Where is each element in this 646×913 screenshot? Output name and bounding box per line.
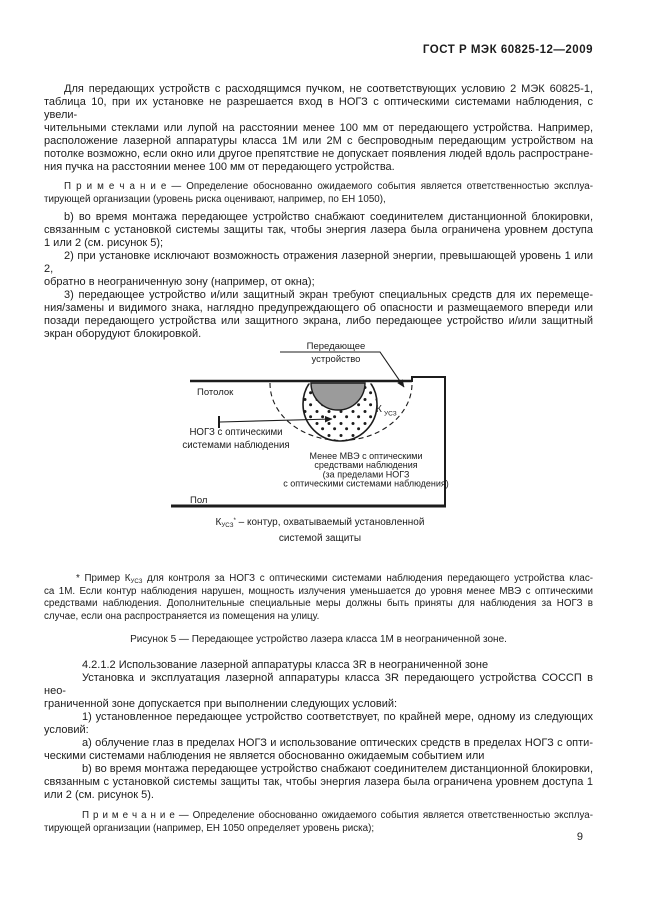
text-line: потолке возможно, если окно или другое препятствие не допускает появления людей вдоль распростране- (44, 148, 593, 160)
nogz-label-line2: системами наблюдения (182, 440, 290, 451)
text-line: са 1М. Если контур наблюдения нарушен, мощность излучения уменьшается до уровня менее МВЭ с оптическими (44, 585, 593, 597)
superscript: * (233, 516, 236, 524)
text-line: связанным с установкой системы защиты так, чтобы энергия лазера была ограничена уровнем доступа 1 (44, 776, 593, 788)
list-item-3 (44, 289, 593, 341)
inner-label-line4: с оптическими системами наблюдения) (283, 478, 449, 489)
text-line: экран оборудуют блокировкой. (44, 328, 202, 340)
upper-text-column (44, 83, 593, 341)
paragraph (44, 83, 593, 174)
text-line: граниченной зоне допускается при выполнении следующих условий: (44, 698, 398, 710)
text-line: ния/замены и видимого знака, наглядно предупреждающего об опасности и размещаемого впереди или (44, 302, 593, 314)
subscript: УСЗ (130, 578, 143, 585)
text-line: Для передающих устройств с расходящимся пучком, не соответствующих условию 2 МЭК 60825-1, (64, 83, 593, 95)
text-line: 2) при установке исключают возможность отражения лазерной энергии, превышающей уровень 1 или 2, (44, 250, 593, 275)
paragraph (44, 672, 593, 711)
k-usz-label: К (376, 404, 382, 415)
text-line: 1 или 2 (см. рисунок 5); (44, 237, 164, 249)
text-line: * Пример $К_{УСЗ}$ для контроля за НОГЗ с оптическими системами наблюдения передающего устройства клас- (76, 573, 593, 585)
list-item-a (44, 737, 593, 763)
note-paragraph (44, 181, 593, 206)
list-item-2 (44, 250, 593, 289)
text-line: средствами наблюдения. Дополнительные специальные меры должны быть приняты для наблюдения за НОГЗ в (44, 598, 593, 609)
text-line: или 2 (см. рисунок 5). (44, 789, 154, 801)
doc-header-title: ГОСТ Р МЭК 60825-12—2009 (422, 44, 593, 56)
text-line: системой защиты (278, 533, 362, 544)
text-line: условий: (44, 724, 89, 736)
text-line: а) облучение глаз в пределах НОГЗ и использование оптических средств в пределах НОГЗ с опти- (82, 737, 593, 749)
inner-label-line2: средствами наблюдения (314, 460, 418, 471)
figure-footnote (44, 573, 593, 623)
text-line: П р и м е ч а н и е — Определение обоснованно ожидаемого события является ответственностью эксплуа- (82, 810, 593, 821)
text-line: случае, если она распространяется из помещения на улицу. (44, 610, 320, 622)
subscript: УСЗ (221, 521, 234, 529)
text-line: b) во время монтажа передающее устройство снабжают соединителем дистанционной блокировки, (64, 211, 593, 223)
figure-5-caption: Рисунок 5 — Передающее устройство лазера класса 1М в неограниченной зоне. (130, 634, 507, 645)
nogz-label-line1: НОГЗ с оптическими (189, 427, 283, 438)
list-item-b (44, 763, 593, 802)
figure-key-caption (146, 515, 494, 547)
inner-label-line1: Менее МВЭ с оптическими (309, 451, 423, 461)
list-item-b (44, 211, 593, 250)
ceiling-label: Потолок (197, 387, 234, 398)
text-line: Установка и эксплуатация лазерной аппаратуры класса 3R передающего устройства СОССП в нео- (44, 672, 593, 697)
inner-label-line3: (за пределами НОГЗ (322, 469, 410, 480)
lower-text-column (44, 573, 593, 835)
text-line: $К_{УСЗ}^*$ – контур, охватываемый установленной (215, 516, 425, 529)
text-line: 3) передающее устройство и/или защитный экран требуют специальных средств для их перемеще- (64, 289, 593, 301)
figure-5 (146, 336, 494, 550)
text-line: b) во время монтажа передающее устройство снабжают соединителем дистанционной блокировки, (82, 763, 593, 775)
text-line: ния пучка на расстоянии менее 100 мм от передающего устройства. (44, 161, 395, 173)
list-item-1 (44, 711, 593, 737)
text-line: таблица 10, при их установке не разрешается вход в НОГЗ с оптическими системами наблюдения, с увели- (44, 96, 593, 121)
note-paragraph (44, 810, 593, 835)
text-line: расположение лазерной аппаратуры класса 1М или 2М с беспроводным передающим устройством на (44, 135, 593, 147)
k-usz-subscript: УСЗ (384, 410, 397, 418)
text-line: 1) установленное передающее устройство соответствует, по крайней мере, одному из следующих (82, 711, 593, 723)
device-label-line1: Передающее (306, 341, 366, 352)
text-line: чительными стеклами или лупой на расстоянии менее 100 мм от передающего устройства. Например, (44, 122, 593, 134)
section-heading-4212: 4.2.1.2 Использование лазерной аппаратуры класса 3R в неограниченной зоне (82, 659, 489, 671)
text-line: обратно в неограниченную зону (например, от окна); (44, 276, 315, 288)
text-line: тирующей организации (уровень риска оценивают, например, по ЕН 1050), (44, 193, 386, 205)
text-line: тирующей организации (например, ЕН 1050 определяет уровень риска); (44, 822, 375, 834)
device-label-line2: устройство (311, 354, 361, 365)
floor-label: Пол (190, 495, 208, 506)
text-line: связанным с установкой системы защиты так, чтобы энергия лазера была ограничена уровнем доступа (44, 224, 593, 236)
page-number: 9 (576, 831, 583, 843)
text-line: позади передающего устройства или защитного экрана, либо передающее устройство и/или защитный (44, 315, 593, 327)
text-line: ческими системами наблюдения не является обоснованно ожидаемым событием или (44, 750, 485, 762)
text-line: П р и м е ч а н и е — Определение обоснованно ожидаемого события является ответственностью эксплуа- (64, 181, 593, 192)
